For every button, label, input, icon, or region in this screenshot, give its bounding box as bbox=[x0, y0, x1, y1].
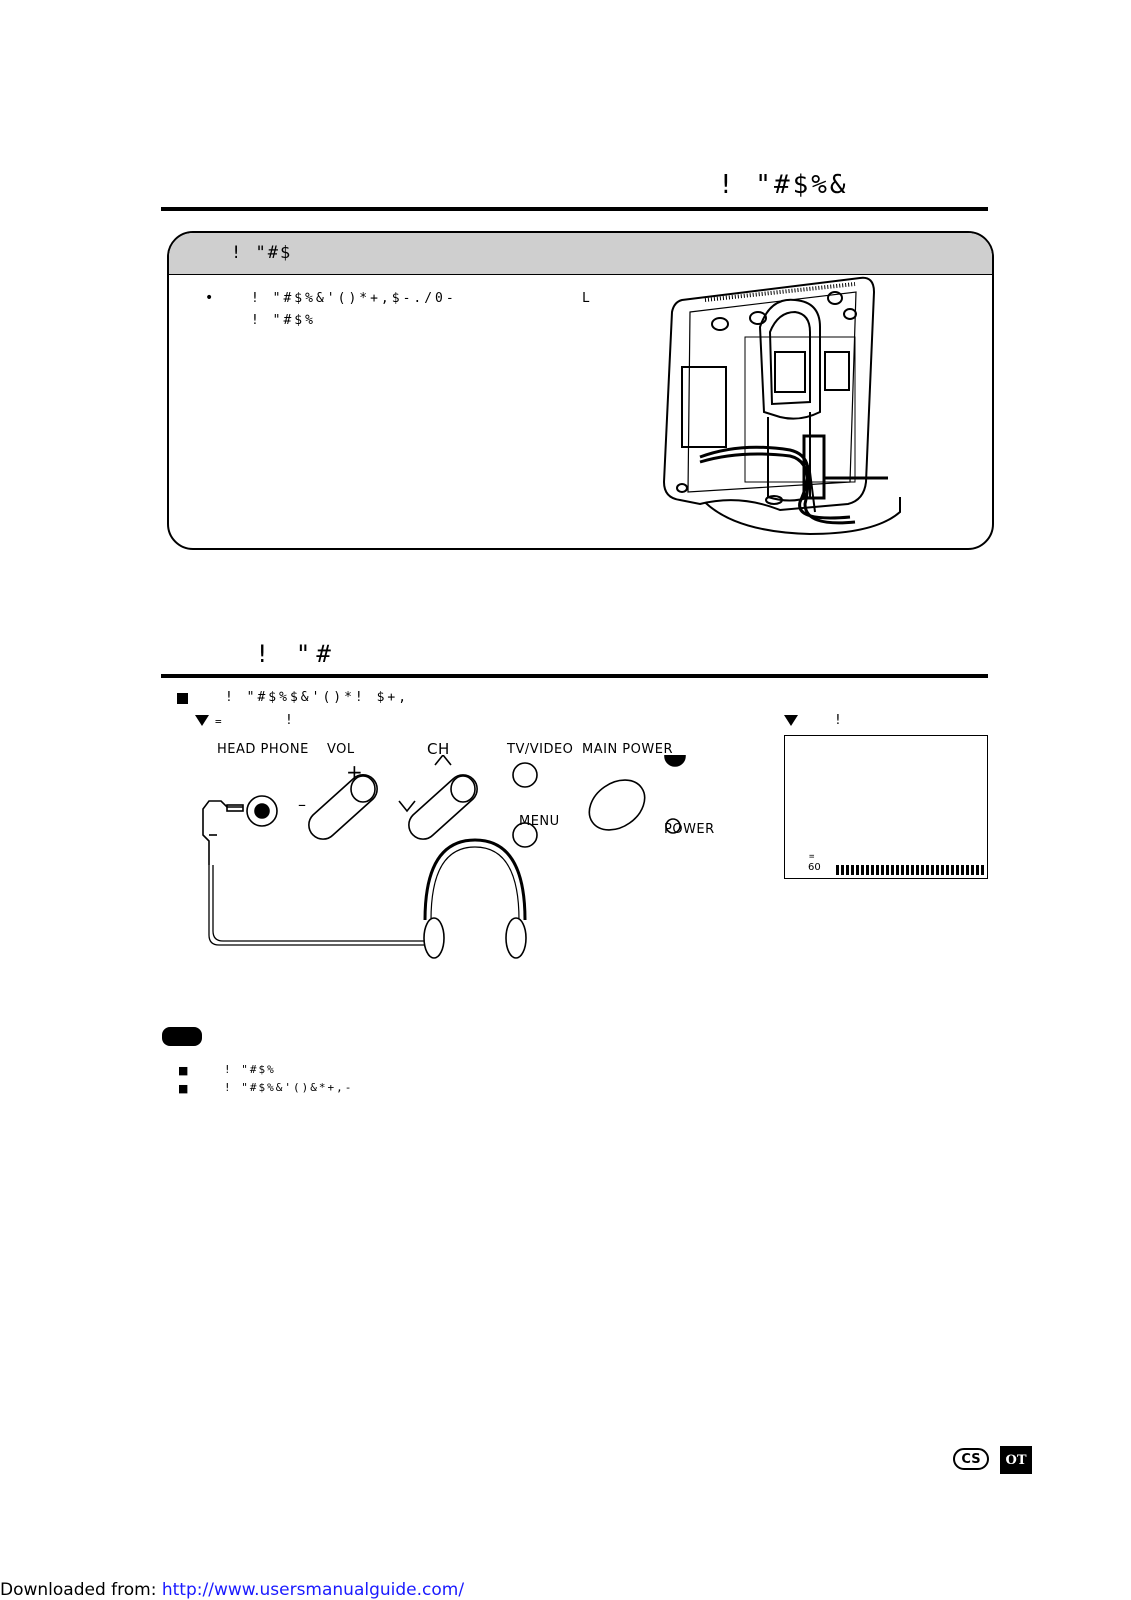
item-marker bbox=[177, 693, 188, 704]
step-excl: ! bbox=[285, 713, 293, 728]
indicator-lamp-icon bbox=[665, 755, 685, 766]
box-text-line1-tail: L bbox=[582, 291, 590, 306]
main-power-button-icon bbox=[580, 770, 654, 840]
box-header bbox=[169, 233, 992, 275]
front-panel-illustration bbox=[195, 755, 715, 965]
note-badge bbox=[162, 1027, 202, 1046]
note-marker-1: ■ bbox=[178, 1064, 189, 1077]
power-button-icon bbox=[666, 819, 680, 833]
item-text: ! "#$%$&'()*! $+, bbox=[225, 690, 410, 705]
headphone-label: HEAD PHONE bbox=[217, 742, 309, 757]
footer-prefix: Downloaded from: bbox=[0, 1580, 162, 1600]
ot-badge: OT bbox=[1000, 1446, 1032, 1474]
note-item-2: ! "#$%&'()&*+,- bbox=[224, 1081, 354, 1094]
tv-rear-illustration bbox=[660, 272, 920, 544]
section-title: ! "# bbox=[255, 640, 337, 668]
footer-link[interactable]: http://www.usersmanualguide.com/ bbox=[161, 1580, 465, 1600]
vol-label: VOL bbox=[327, 742, 355, 757]
note-item-1: ! "#$% bbox=[224, 1063, 276, 1076]
osd-screen bbox=[784, 735, 988, 879]
volume-level-bar bbox=[836, 865, 986, 875]
note-marker-2: ■ bbox=[178, 1082, 189, 1095]
headphones-icon bbox=[424, 918, 444, 958]
main-power-label: MAIN POWER bbox=[582, 742, 673, 757]
tv-video-label: TV/VIDEO bbox=[507, 742, 574, 757]
step-arrow-icon bbox=[195, 715, 209, 726]
bullet-marker: • bbox=[205, 290, 214, 306]
footer bbox=[0, 1580, 464, 1600]
osd-arrow-icon bbox=[784, 715, 798, 726]
osd-value: 60 bbox=[808, 862, 821, 873]
box-title: ! "#$ bbox=[231, 243, 293, 263]
osd-excl: ! bbox=[834, 713, 842, 728]
menu-button-icon bbox=[513, 823, 537, 847]
section-rule bbox=[161, 674, 988, 678]
vol-plus-label: + bbox=[346, 760, 363, 784]
power-label: POWER bbox=[664, 822, 715, 837]
step-eq: = bbox=[215, 715, 222, 728]
ch-rocker-icon bbox=[409, 775, 477, 839]
ch-label: CH bbox=[427, 740, 450, 758]
box-text-line2: ! "#$% bbox=[251, 313, 316, 328]
vol-rocker-icon bbox=[309, 775, 377, 839]
header-rule bbox=[161, 207, 988, 211]
menu-label: MENU bbox=[519, 814, 560, 829]
page-title: ! "#$%& bbox=[718, 170, 849, 200]
tv-video-button-icon bbox=[513, 763, 537, 787]
box-text-line1: ! "#$%&'()*+,$-./0- bbox=[251, 291, 457, 306]
vol-minus-label: – bbox=[298, 795, 306, 814]
osd-eq: = bbox=[809, 852, 815, 862]
cs-badge: CS bbox=[953, 1448, 989, 1470]
